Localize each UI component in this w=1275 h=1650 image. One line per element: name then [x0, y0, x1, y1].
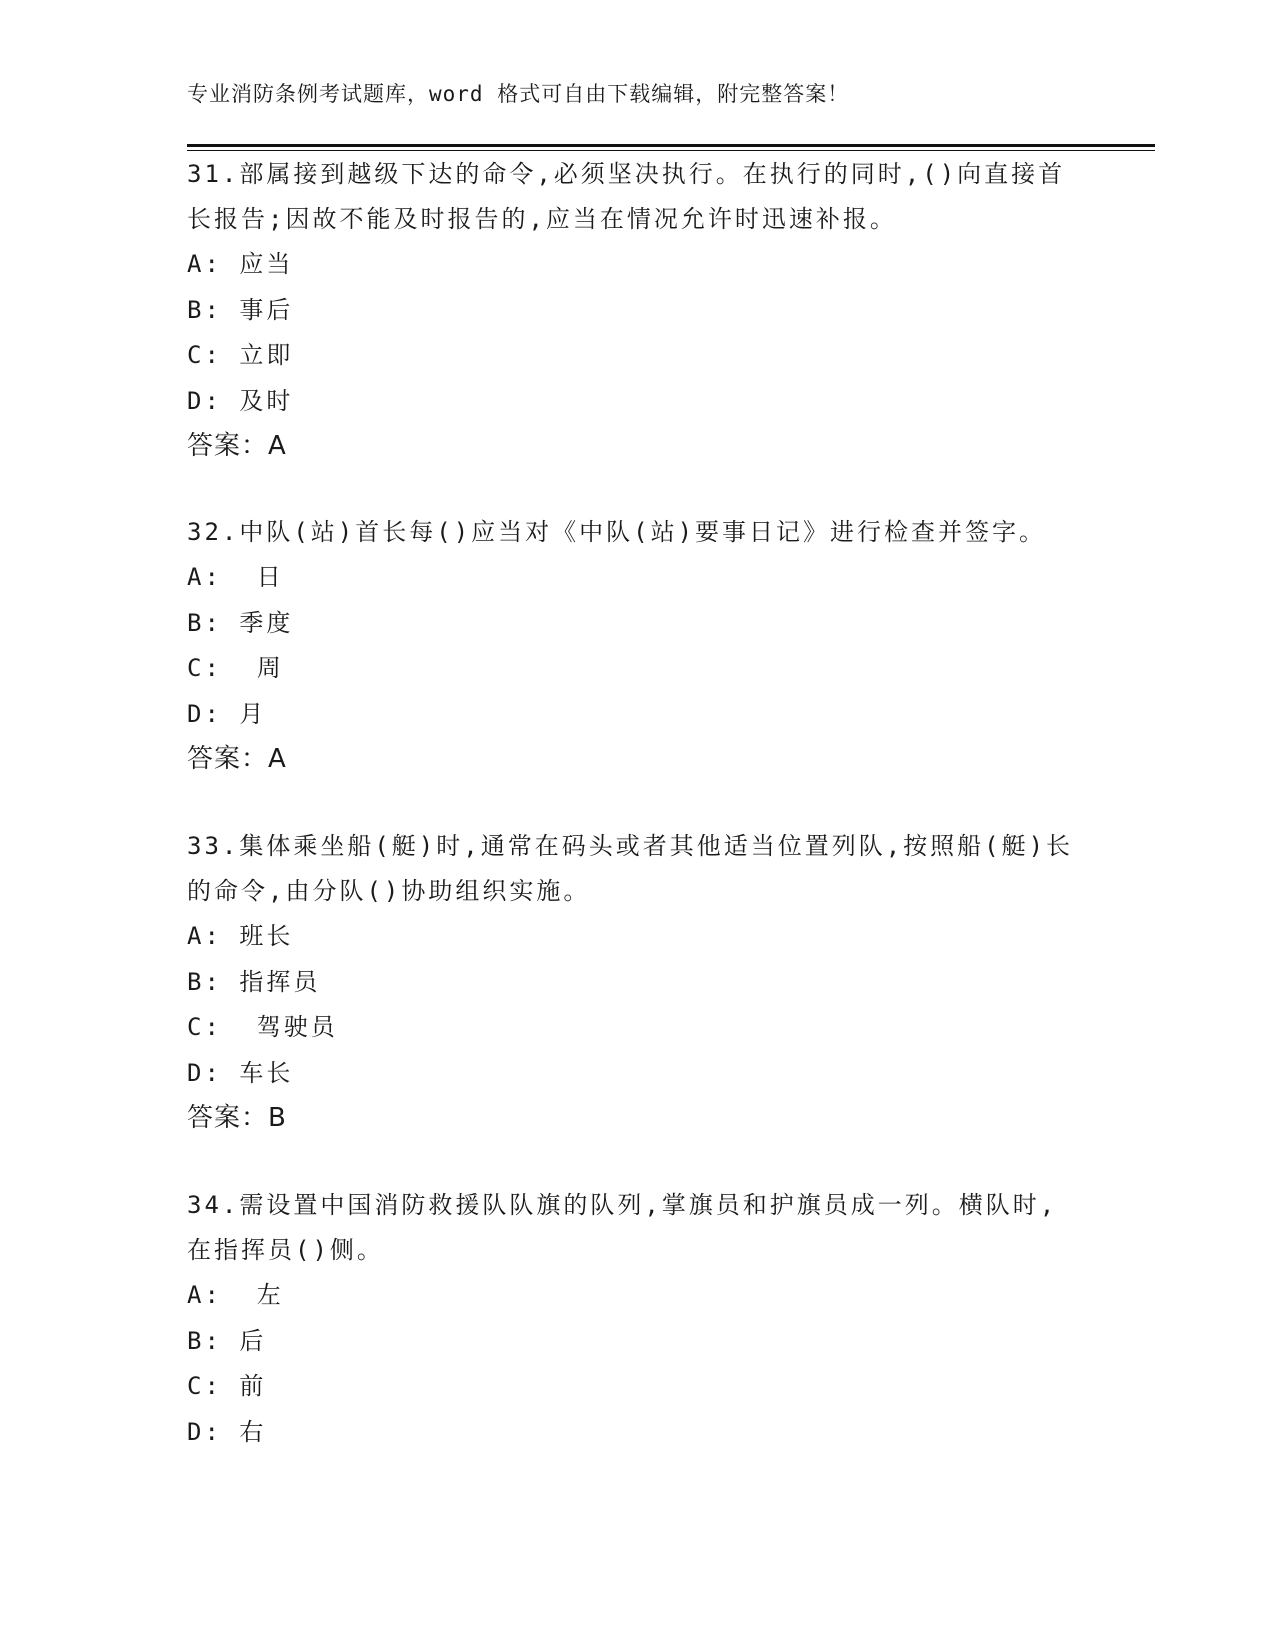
option-c: C: 立即 — [187, 341, 294, 369]
option-a: A: 左 — [187, 1281, 284, 1309]
option-a: A: 应当 — [187, 250, 294, 278]
option-a: A: 班长 — [187, 922, 294, 950]
option-b: B: 指挥员 — [187, 967, 321, 996]
option-d: D: 右 — [187, 1417, 267, 1446]
question-stem: 31.部属接到越级下达的命令,必须坚决执行。在执行的同时,()向直接首长报告;因故不能及时报告的,应当在情况允许时迅速补报。 — [187, 160, 1066, 233]
answer-label: 答案：B — [187, 1103, 287, 1133]
page-header: 专业消防条例考试题库，word 格式可自由下载编辑，附完整答案！ — [187, 82, 850, 106]
option-d: D: 车长 — [187, 1058, 294, 1087]
question-33 — [187, 824, 1077, 1141]
header-rule-thick — [187, 144, 1155, 147]
question-stem: 32.中队(站)首长每()应当对《中队(站)要事日记》进行检查并签字。 — [187, 518, 1047, 546]
question-34 — [187, 1183, 1077, 1455]
option-b: B: 季度 — [187, 608, 294, 637]
header-rule-thin — [187, 150, 1155, 151]
option-c: C: 周 — [187, 654, 284, 682]
answer-label: 答案：A — [187, 431, 287, 461]
option-d: D: 及时 — [187, 386, 294, 415]
answer-label: 答案：A — [187, 744, 287, 774]
option-a: A: 日 — [187, 563, 284, 591]
option-b: B: 事后 — [187, 295, 294, 324]
option-c: C: 驾驶员 — [187, 1013, 338, 1041]
question-31 — [187, 152, 1077, 469]
question-stem: 33.集体乘坐船(艇)时,通常在码头或者其他适当位置列队,按照船(艇)长的命令,由分队()协助组织实施。 — [187, 832, 1074, 905]
question-stem: 34.需设置中国消防救援队队旗的队列,掌旗员和护旗员成一列。横队时,在指挥员()侧。 — [187, 1191, 1058, 1264]
question-32 — [187, 510, 1077, 782]
option-c: C: 前 — [187, 1372, 267, 1400]
option-b: B: 后 — [187, 1326, 267, 1355]
option-d: D: 月 — [187, 699, 267, 728]
